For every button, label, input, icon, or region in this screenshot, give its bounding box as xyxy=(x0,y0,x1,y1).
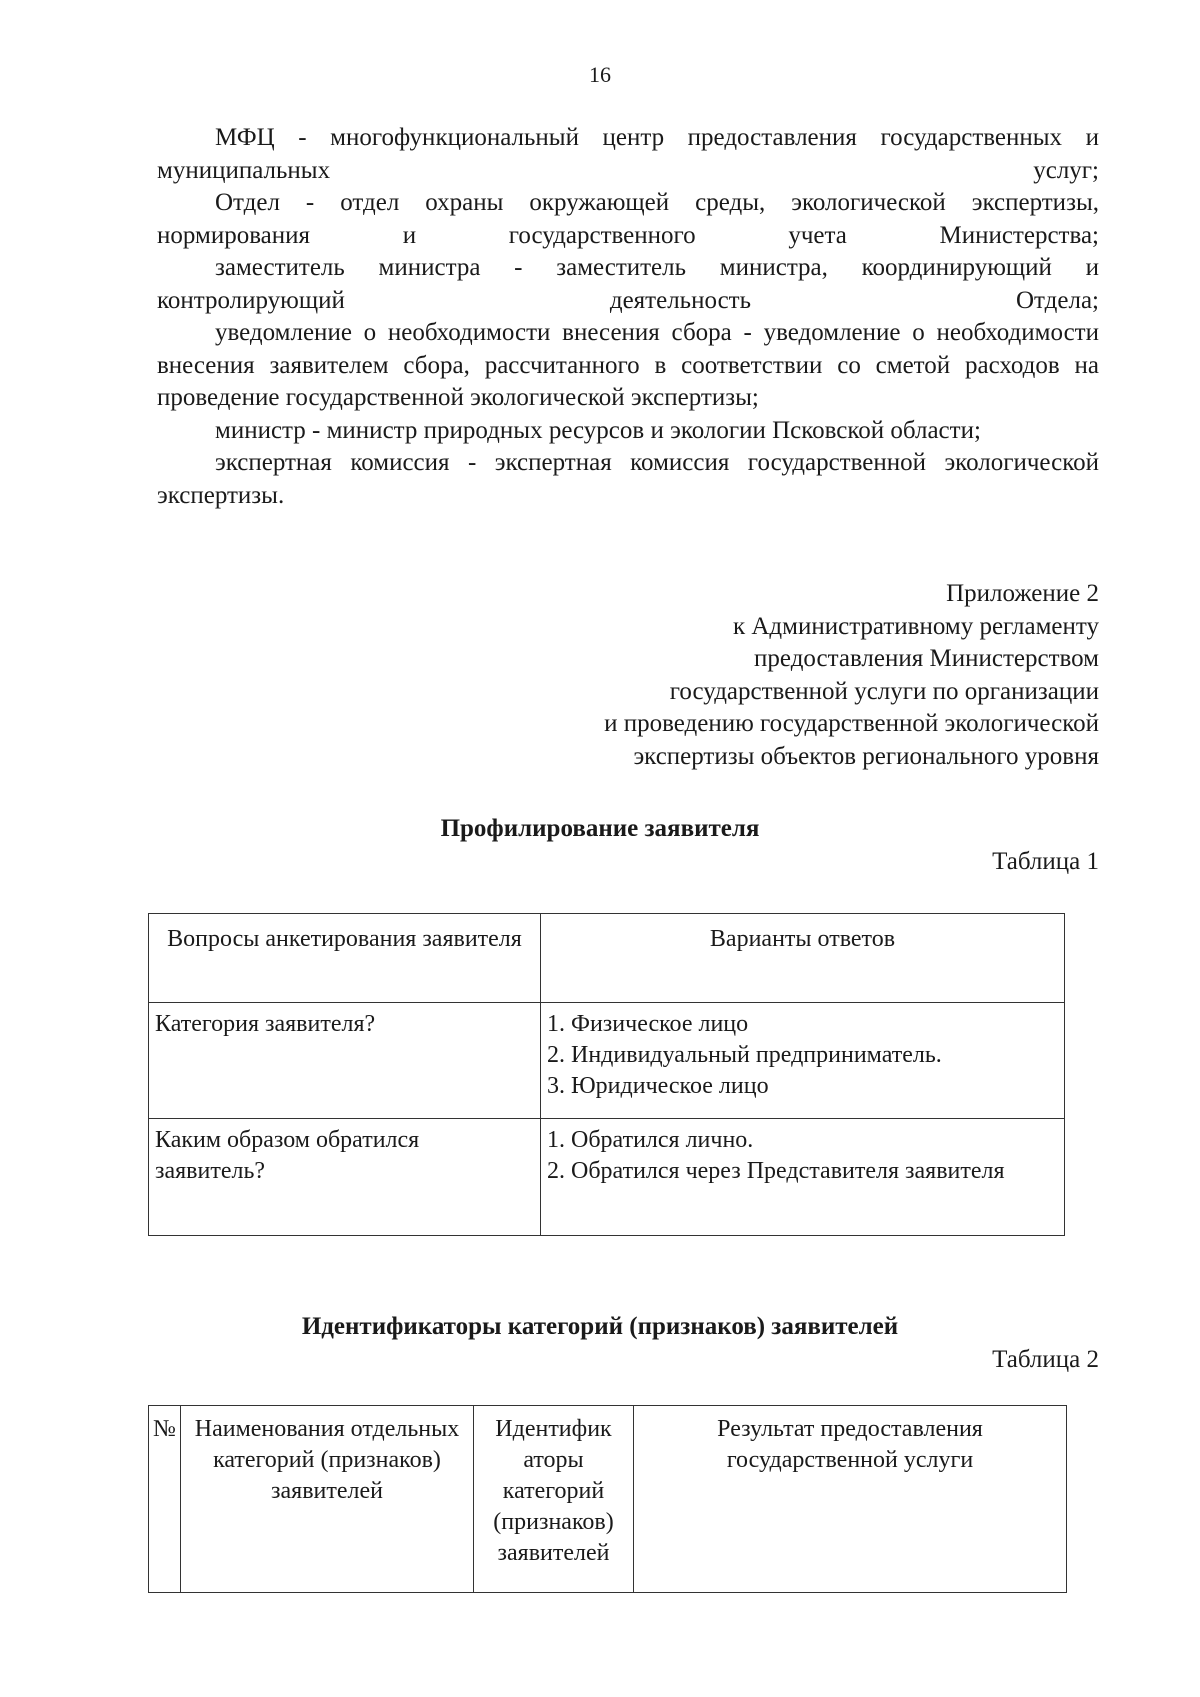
table-row xyxy=(149,1003,1065,1119)
appendix-line: предоставления Министерством xyxy=(754,645,1099,672)
answer-option: 3. Юридическое лицо xyxy=(547,1073,769,1099)
table-header-row xyxy=(149,914,1065,1003)
column-header-identifiers: Идентифик аторы категорий (признаков) заявителей xyxy=(474,1406,634,1593)
applicant-profiling-table xyxy=(148,913,1065,1236)
table2-label: Таблица 2 xyxy=(992,1346,1099,1373)
answer-option: 1. Обратился лично. xyxy=(547,1127,754,1153)
definition-deputy-minister: заместитель министра - заместитель министра, координирующий и контролирующий деятельность Отдела; xyxy=(157,254,1099,314)
definition-department: Отдел - отдел охраны окружающей среды, экологической экспертизы, нормирования и государственного учета Министерства; xyxy=(157,189,1099,249)
table2-heading: Идентификаторы категорий (признаков) заявителей xyxy=(301,1313,899,1340)
table-row xyxy=(149,1119,1065,1236)
answer-option: 2. Индивидуальный предприниматель. xyxy=(547,1042,942,1068)
page-number: 16 xyxy=(589,62,611,87)
definition-mfc: МФЦ - многофункциональный центр предоставления государственных и муниципальных услуг; xyxy=(157,124,1099,184)
column-header-category-names: Наименования отдельных категорий (признаков) заявителей xyxy=(181,1406,474,1593)
appendix-reference xyxy=(479,578,1099,773)
column-header-answers: Варианты ответов xyxy=(541,914,1065,1003)
table1-label: Таблица 1 xyxy=(992,848,1099,875)
definition-minister: министр - министр природных ресурсов и экологии Псковской области; xyxy=(215,416,981,444)
column-header-questions: Вопросы анкетирования заявителя xyxy=(149,914,541,1003)
appendix-line: к Административному регламенту xyxy=(732,612,1099,640)
table1-heading: Профилирование заявителя xyxy=(440,815,760,842)
applicant-category-identifiers-table xyxy=(148,1405,1067,1593)
appendix-line: экспертизы объектов регионального уровня xyxy=(633,742,1099,770)
question-cell: Каким образом обратился заявитель? xyxy=(149,1119,541,1236)
answer-option: 1. Физическое лицо xyxy=(547,1011,749,1037)
appendix-line: и проведению государственной экологической xyxy=(604,710,1099,737)
definition-fee-notice: уведомление о необходимости внесения сбора - уведомление о необходимости внесения заявителем сбора, рассчитанного в соответствии со сметой расходов на проведение государственной экологической экспертизы; xyxy=(157,319,1099,411)
column-header-result: Результат предоставления государственной услуги xyxy=(634,1406,1067,1593)
column-header-number: № xyxy=(149,1406,181,1593)
definition-expert-commission: экспертная комиссия - экспертная комиссия государственной экологической экспертизы. xyxy=(157,449,1099,509)
answer-option: 2. Обратился через Представителя заявителя xyxy=(547,1158,1005,1184)
answers-cell xyxy=(541,1119,1065,1236)
appendix-line: Приложение 2 xyxy=(946,580,1099,607)
question-cell: Категория заявителя? xyxy=(149,1003,541,1119)
answers-cell xyxy=(541,1003,1065,1119)
definitions-section xyxy=(157,122,1099,512)
appendix-line: государственной услуги по организации xyxy=(669,677,1099,705)
table-header-row xyxy=(149,1406,1067,1593)
